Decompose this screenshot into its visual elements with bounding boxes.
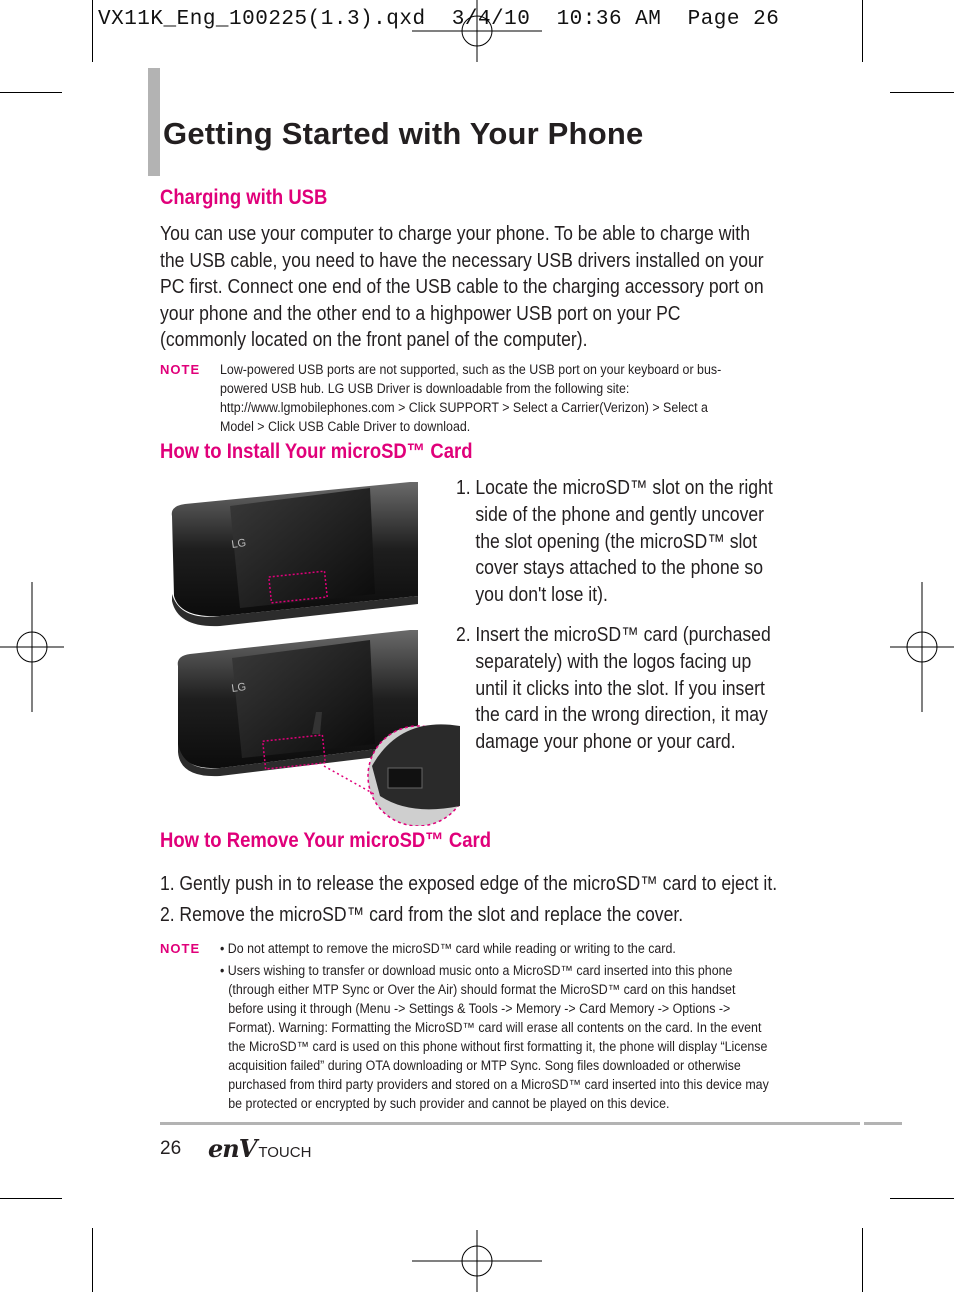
crop-mark: [0, 92, 62, 93]
logo-main: enV: [208, 1134, 257, 1163]
title-accent-bar: [148, 68, 160, 176]
page-title: Getting Started with Your Phone: [163, 116, 644, 151]
step-text: [475, 475, 772, 609]
printer-slug: VX11K_Eng_100225(1.3).qxd 3/4/10 10:36 AM Page 26: [98, 8, 780, 31]
step-line: until it clicks into the slot. If you insert: [475, 677, 765, 700]
paragraph-line: your phone and the other end to a highpower USB port on your PC: [160, 302, 681, 325]
step-number: 1.: [456, 477, 471, 499]
section-heading-install: How to Install Your microSD™ Card: [160, 440, 473, 463]
phone-brand-logo: LG: [230, 537, 247, 551]
note-line: Low-powered USB ports are not supported, such as the USB port on your keyboard or bus-: [220, 362, 722, 377]
step-line: damage your phone or your card.: [475, 731, 736, 754]
step-number: 2.: [160, 904, 175, 926]
paragraph-line: You can use your computer to charge your phone. To be able to charge with: [160, 223, 750, 245]
note-line: http://www.lgmobilephones.com > Click SUPPORT > Select a Carrier(Verizon) > Select a: [220, 400, 708, 415]
section-heading-charging: Charging with USB: [160, 186, 328, 209]
footer-rule: [864, 1122, 902, 1125]
note-line: acquisition failed” during OTA downloading or MTP Sync. Song files downloaded or otherwise: [228, 1058, 741, 1073]
note-line: Format). Warning: Formatting the MicroSD™ card will erase all contents on the card. In the event: [228, 1020, 762, 1035]
remove-step-1: [160, 871, 811, 899]
paragraph-line: PC first. Connect one end of the USB cable to the charging accessory port on: [160, 276, 764, 299]
install-step-1: [456, 475, 790, 615]
note-line: Model > Click USB Cable Driver to download.: [220, 419, 471, 434]
registration-mark-bottom: [412, 1230, 542, 1292]
step-line: Insert the microSD™ card (purchased: [475, 624, 771, 646]
note-line: the MicroSD™ card is used on this phone without first formatting it, the phone will display “License: [228, 1039, 768, 1054]
step-text: [475, 622, 770, 756]
paragraph-line: the USB cable, you need to have the necessary USB drivers installed on your: [160, 249, 764, 272]
step-line: you don't lose it).: [475, 584, 608, 607]
registration-mark-right: [890, 582, 954, 712]
step-line: the card in the wrong direction, it may: [475, 704, 768, 727]
remove-step-2: [160, 902, 811, 930]
crop-mark: [862, 0, 863, 62]
crop-mark: [0, 1198, 62, 1199]
charging-paragraph: [160, 221, 794, 354]
phone-illustration: [160, 476, 460, 826]
step-line: Locate the microSD™ slot on the right: [475, 477, 773, 499]
step-line: cover stays attached to the phone so: [475, 557, 764, 580]
note-line: before using it through (Menu -> Settings & Tools -> Memory -> Card Memory -> Options ->: [228, 1001, 731, 1016]
install-step-2: [456, 622, 790, 762]
crop-mark: [890, 1198, 954, 1199]
registration-mark-top: [412, 0, 542, 62]
note-line: • Users wishing to transfer or download music onto a MicroSD™ card inserted into this phone: [220, 963, 733, 978]
crop-mark: [862, 1228, 863, 1292]
note-bullet: • Do not attempt to remove the microSD™ card while reading or writing to the card.: [220, 941, 676, 956]
step-line: the slot opening (the microSD™ slot: [475, 530, 758, 553]
paragraph-line: (commonly located on the front panel of the computer).: [160, 329, 588, 352]
logo-sub: TOUCH: [258, 1144, 312, 1161]
phone-brand-logo: LG: [230, 681, 247, 695]
crop-mark: [92, 0, 93, 62]
env-touch-logo: [208, 1134, 311, 1163]
step-line: side of the phone and gently uncover: [475, 503, 765, 526]
crop-mark: [92, 1228, 93, 1292]
note-line: purchased from third party providers and stored on a MicroSD™ card inserted into this device may: [228, 1077, 769, 1092]
step-number: 1.: [160, 873, 175, 895]
page-number: 26: [160, 1138, 182, 1159]
note-label: NOTE: [160, 941, 201, 956]
note-line: (through either MTP Sync or Over the Air) should format the MicroSD™ card on this handset: [228, 982, 736, 997]
step-line: separately) with the logos facing up: [475, 650, 752, 673]
footer-rule: [160, 1122, 860, 1125]
note-line: powered USB hub. LG USB Driver is downloadable from the following site:: [220, 381, 630, 396]
remove-note: [220, 939, 790, 1113]
note-line: be protected or encrypted by such provider and cannot be played on this device.: [228, 1096, 670, 1111]
note-label: NOTE: [160, 362, 201, 377]
charging-note: [220, 360, 721, 436]
step-text: Gently push in to release the exposed edge of the microSD™ card to eject it.: [179, 873, 778, 895]
step-number: 2.: [456, 624, 471, 646]
section-heading-remove: How to Remove Your microSD™ Card: [160, 829, 491, 852]
step-text: Remove the microSD™ card from the slot and replace the cover.: [179, 904, 684, 926]
note-bullet: [220, 961, 790, 1113]
registration-mark-left: [0, 582, 64, 712]
crop-mark: [890, 92, 954, 93]
